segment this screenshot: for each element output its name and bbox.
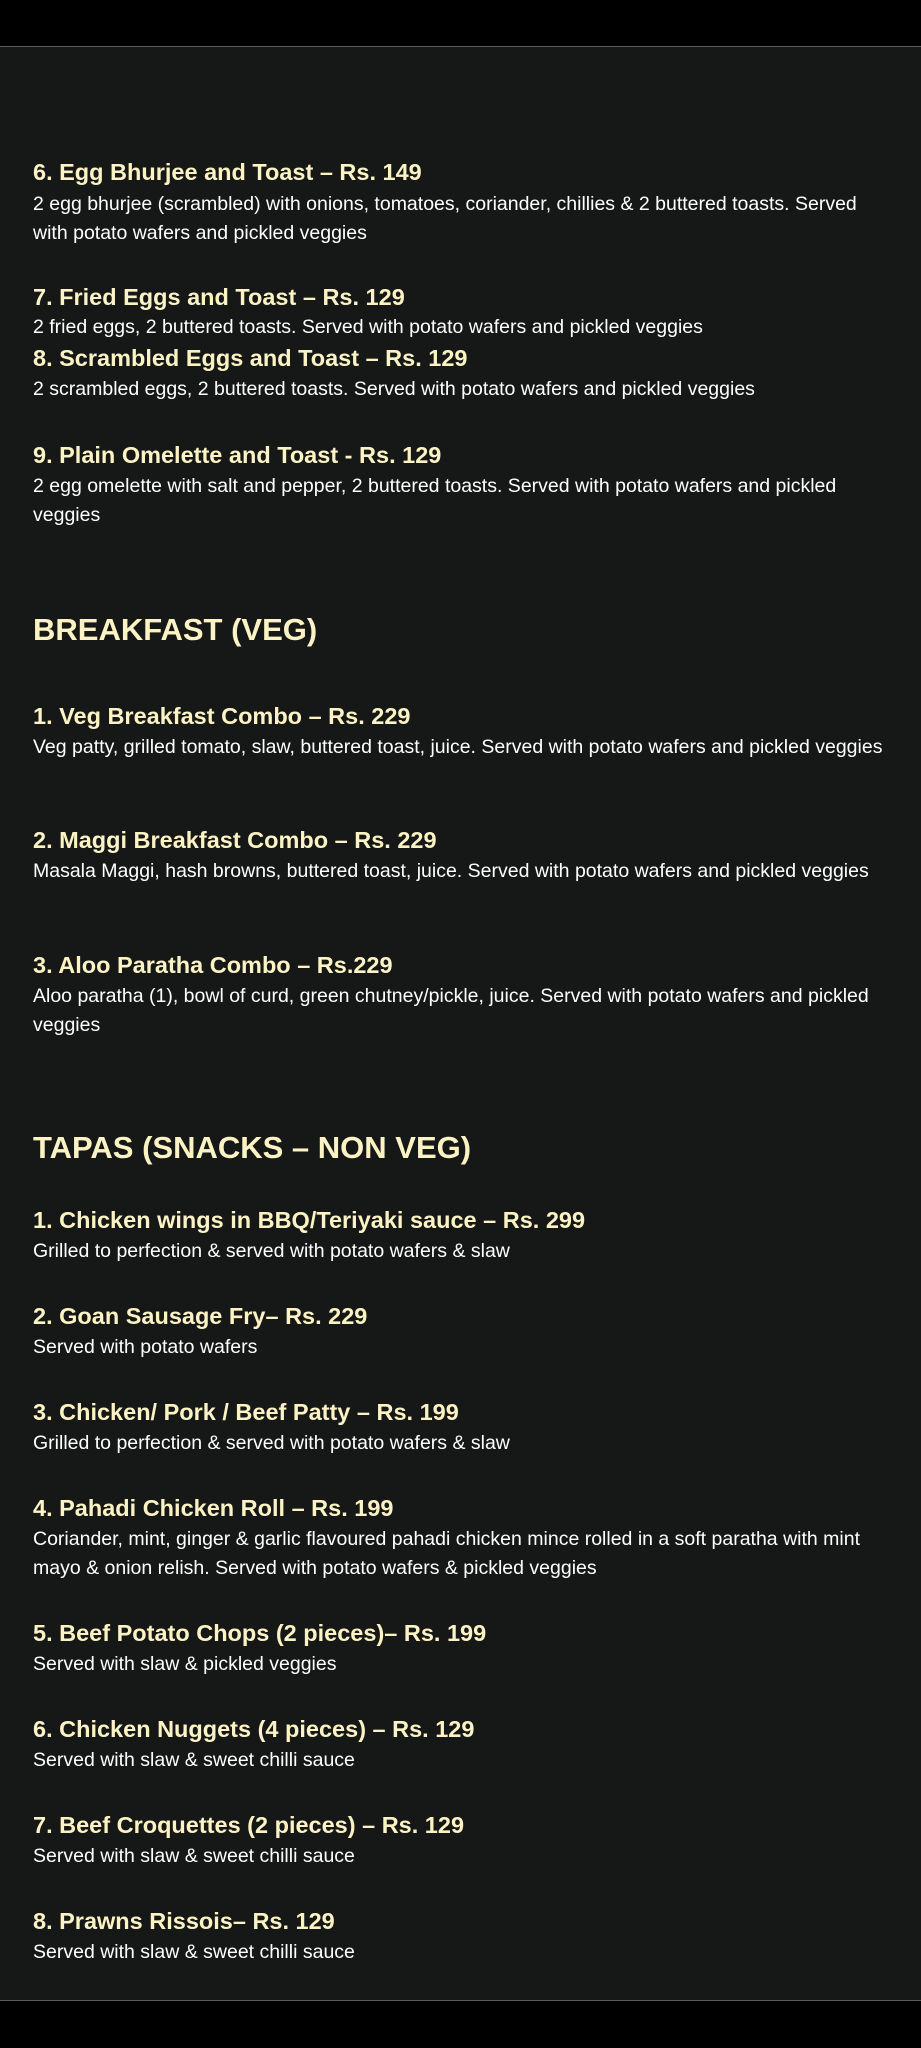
- menu-item-title: 6. Chicken Nuggets (4 pieces) – Rs. 129: [33, 1716, 475, 1742]
- menu-item-description: Served with slaw & sweet chilli sauce: [33, 1941, 355, 1963]
- menu-item-description: 2 scrambled eggs, 2 buttered toasts. Served with potato wafers and pickled veggies: [33, 378, 755, 400]
- menu-item-description: Grilled to perfection & served with potato wafers & slaw: [33, 1240, 510, 1262]
- menu-item-title: 3. Chicken/ Pork / Beef Patty – Rs. 199: [33, 1399, 459, 1425]
- menu-item-description: 2 egg bhurjee (scrambled) with onions, tomatoes, coriander, chillies & 2 buttered toasts. Served with potato wafers and pickled veggies: [33, 193, 857, 244]
- menu-item-title: 1. Veg Breakfast Combo – Rs. 229: [33, 703, 411, 729]
- menu-item-title: 8. Prawns Rissois– Rs. 129: [33, 1908, 335, 1934]
- menu-item-title: 2. Goan Sausage Fry– Rs. 229: [33, 1303, 368, 1329]
- menu-item-description: Aloo paratha (1), bowl of curd, green chutney/pickle, juice. Served with potato wafers and pickled veggies: [33, 985, 869, 1036]
- section-heading-tapas: TAPAS (SNACKS – NON VEG): [33, 1130, 472, 1165]
- menu-item-description: Coriander, mint, ginger & garlic flavoured pahadi chicken mince rolled in a soft paratha with mint mayo & onion relish. Served with potato wafers & pickled veggies: [33, 1528, 861, 1579]
- menu-item-description: Served with slaw & sweet chilli sauce: [33, 1749, 355, 1771]
- menu-item-description: Grilled to perfection & served with potato wafers & slaw: [33, 1432, 510, 1454]
- menu-page: [0, 47, 921, 2000]
- menu-item-title: 8. Scrambled Eggs and Toast – Rs. 129: [33, 345, 468, 371]
- bottom-black-bar: [0, 2000, 921, 2048]
- menu-item-title: 7. Fried Eggs and Toast – Rs. 129: [33, 284, 405, 310]
- menu-item-description: Served with slaw & sweet chilli sauce: [33, 1845, 355, 1867]
- menu-item-title: 1. Chicken wings in BBQ/Teriyaki sauce – Rs. 299: [33, 1207, 586, 1233]
- menu-item-title: 5. Beef Potato Chops (2 pieces)– Rs. 199: [33, 1620, 487, 1646]
- menu-item-description: 2 egg omelette with salt and pepper, 2 buttered toasts. Served with potato wafers and pickled veggies: [33, 475, 837, 526]
- menu-item-description: Served with slaw & pickled veggies: [33, 1653, 337, 1675]
- menu-item-description: Served with potato wafers: [33, 1336, 258, 1358]
- menu-item-title: 3. Aloo Paratha Combo – Rs.229: [33, 952, 393, 978]
- menu-item-title: 2. Maggi Breakfast Combo – Rs. 229: [33, 827, 437, 853]
- section-heading-breakfast-veg: BREAKFAST (VEG): [33, 612, 318, 647]
- menu-item-title: 4. Pahadi Chicken Roll – Rs. 199: [33, 1495, 394, 1521]
- menu-item-title: 6. Egg Bhurjee and Toast – Rs. 149: [33, 159, 422, 185]
- menu-item-description: Veg patty, grilled tomato, slaw, buttered toast, juice. Served with potato wafers and pickled veggies: [33, 736, 883, 758]
- top-black-bar: [0, 0, 921, 47]
- menu-item-title: 7. Beef Croquettes (2 pieces) – Rs. 129: [33, 1812, 465, 1838]
- menu-item-title: 9. Plain Omelette and Toast - Rs. 129: [33, 442, 442, 468]
- menu-item-description: Masala Maggi, hash browns, buttered toast, juice. Served with potato wafers and pickled veggies: [33, 860, 869, 882]
- menu-item-description: 2 fried eggs, 2 buttered toasts. Served with potato wafers and pickled veggies: [33, 316, 703, 338]
